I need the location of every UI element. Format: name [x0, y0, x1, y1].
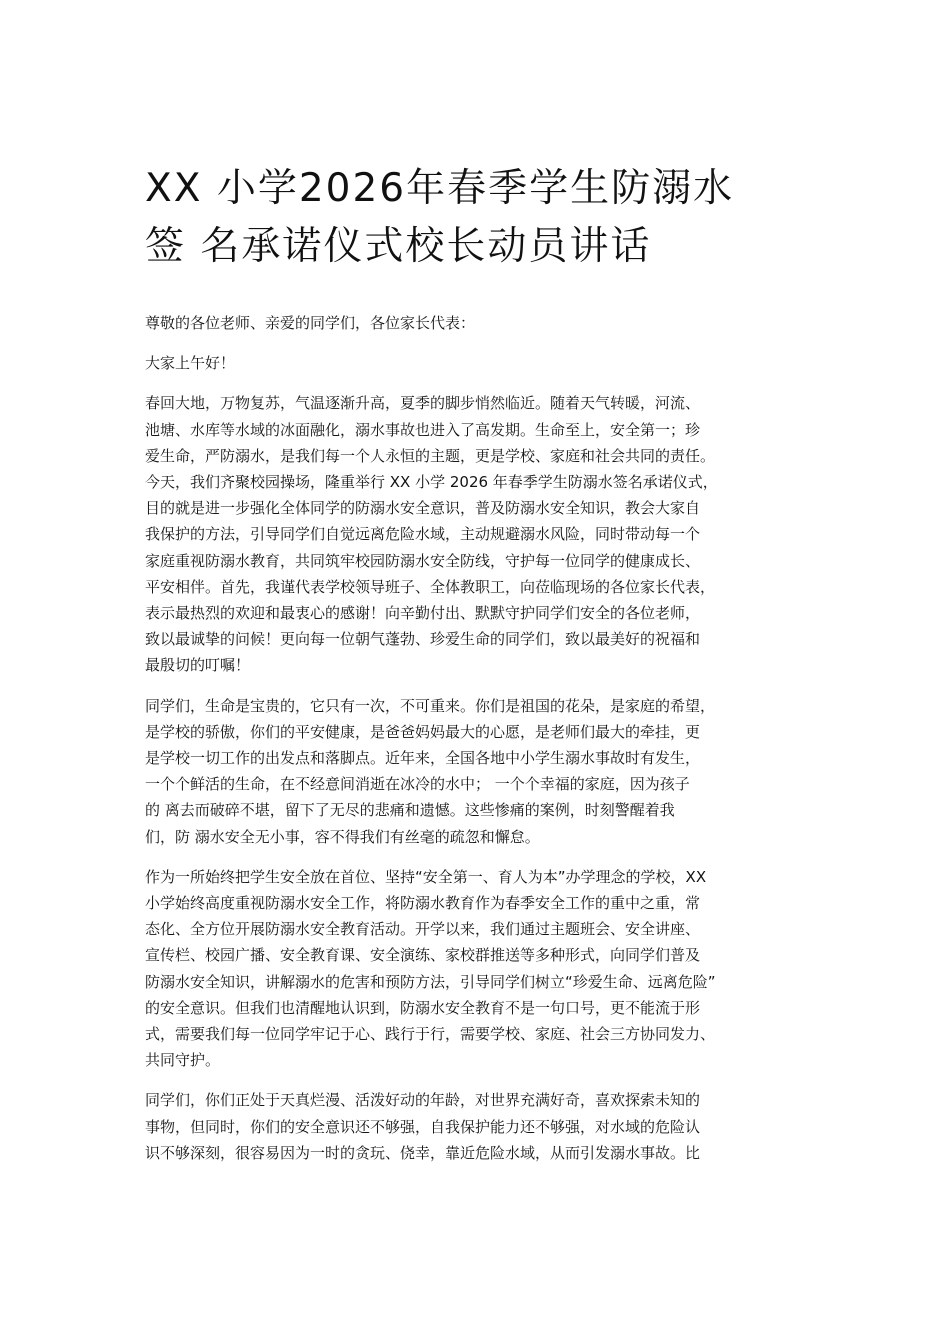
paragraph-line: 大家上午好！: [145, 354, 236, 373]
paragraph-line: 爱生命，严防溺水，是我们每一个人永恒的主题，更是学校、家庭和社会共同的责任。: [145, 446, 716, 465]
paragraph-line: 作为一所始终把学生安全放在首位、坚持“安全第一、育人为本”办学理念的学校，XX: [145, 867, 707, 886]
paragraph-line: 同学们，生命是宝贵的，它只有一次，不可重来。你们是祖国的花朵，是家庭的希望，: [145, 696, 716, 715]
paragraph-line: 今天，我们齐聚校园操场，隆重举行 XX 小学 2026 年春季学生防溺水签名承诺仪式，: [145, 473, 718, 492]
paragraph-line: 一个个鲜活的生命，在不经意间消逝在冰冷的水中； 一个个幸福的家庭，因为孩子: [145, 775, 690, 794]
paragraph: [145, 310, 825, 336]
paragraph: [145, 350, 825, 376]
paragraph-line: 识不够深刻，很容易因为一时的贪玩、侥幸，靠近危险水域，从而引发溺水事故。比: [145, 1143, 701, 1162]
paragraph-line: 春回大地，万物复苏，气温逐渐升高，夏季的脚步悄然临近。随着天气转暖，河流、: [145, 394, 701, 413]
paragraph-line: 们，防 溺水安全无小事，容不得我们有丝毫的疏忽和懈怠。: [145, 827, 540, 846]
paragraph-line: 共同守护。: [145, 1051, 221, 1070]
paragraph-line: 我保护的方法，引导同学们自觉远离危险水域，主动规避溺水风险，同时带动每一个: [145, 525, 701, 544]
paragraph-line: 事物，但同时，你们的安全意识还不够强，自我保护能力还不够强，对水域的危险认: [145, 1117, 701, 1136]
paragraph: [145, 864, 825, 1074]
paragraph-line: 尊敬的各位老师、亲爱的同学们，各位家长代表：: [145, 314, 476, 332]
paragraph-line: 是学校一切工作的出发点和落脚点。近年来，全国各地中小学生溺水事故时有发生，: [145, 749, 701, 768]
paragraph-line: 的安全意识。但我们也清醒地认识到，防溺水安全教育不是一句口号，更不能流于形: [145, 998, 701, 1017]
paragraph-line: 是学校的骄傲，你们的平安健康，是爸爸妈妈最大的心愿，是老师们最大的牵挂，更: [145, 722, 701, 741]
title-line: 签 名承诺仪式校长动员讲话: [145, 224, 652, 269]
paragraph-line: 目的就是进一步强化全体同学的防溺水安全意识，普及防溺水安全知识，教会大家自: [145, 499, 701, 518]
paragraph-line: 致以最诚挚的问候！更向每一位朝气蓬勃、珍爱生命的同学们，致以最美好的祝福和: [145, 630, 701, 649]
title-line: XX 小学2026年春季学生防溺水: [145, 166, 735, 211]
paragraph-line: 最殷切的叮嘱！: [145, 656, 251, 675]
paragraph-line: 式，需要我们每一位同学牢记于心、践行于行，需要学校、家庭、社会三方协同发力、: [145, 1025, 716, 1044]
paragraph-line: 态化、全方位开展防溺水安全教育活动。开学以来，我们通过主题班会、安全讲座、: [145, 920, 701, 939]
paragraph-line: 表示最热烈的欢迎和最衷心的感谢！向辛勤付出、默默守护同学们安全的各位老师，: [145, 604, 701, 623]
paragraph-line: 的 离去而破碎不堪，留下了无尽的悲痛和遗憾。这些惨痛的案例，时刻警醒着我: [145, 801, 675, 820]
paragraph-line: 池塘、水库等水域的冰面融化，溺水事故也进入了高发期。生命至上，安全第一；珍: [145, 420, 701, 439]
paragraph-line: 家庭重视防溺水教育，共同筑牢校园防溺水安全防线，守护每一位同学的健康成长、: [145, 551, 701, 570]
paragraph-line: 小学始终高度重视防溺水安全工作，将防溺水教育作为春季安全工作的重中之重，常: [145, 894, 701, 913]
paragraph-line: 宣传栏、校园广播、安全教育课、安全演练、家校群推送等多种形式，向同学们普及: [145, 946, 701, 965]
paragraph: [145, 693, 825, 850]
paragraph: [145, 390, 825, 678]
paragraph-line: 平安相伴。首先，我谨代表学校领导班子、全体教职工，向莅临现场的各位家长代表，: [145, 577, 716, 596]
document-body: [145, 310, 825, 1180]
paragraph-line: 同学们，你们正处于天真烂漫、活泼好动的年龄，对世界充满好奇，喜欢探索未知的: [145, 1091, 701, 1110]
paragraph-line: 防溺水安全知识，讲解溺水的危害和预防方法，引导同学们树立“珍爱生命、远离危险”: [145, 972, 716, 991]
paragraph: [145, 1087, 825, 1166]
document-title: [145, 160, 845, 276]
